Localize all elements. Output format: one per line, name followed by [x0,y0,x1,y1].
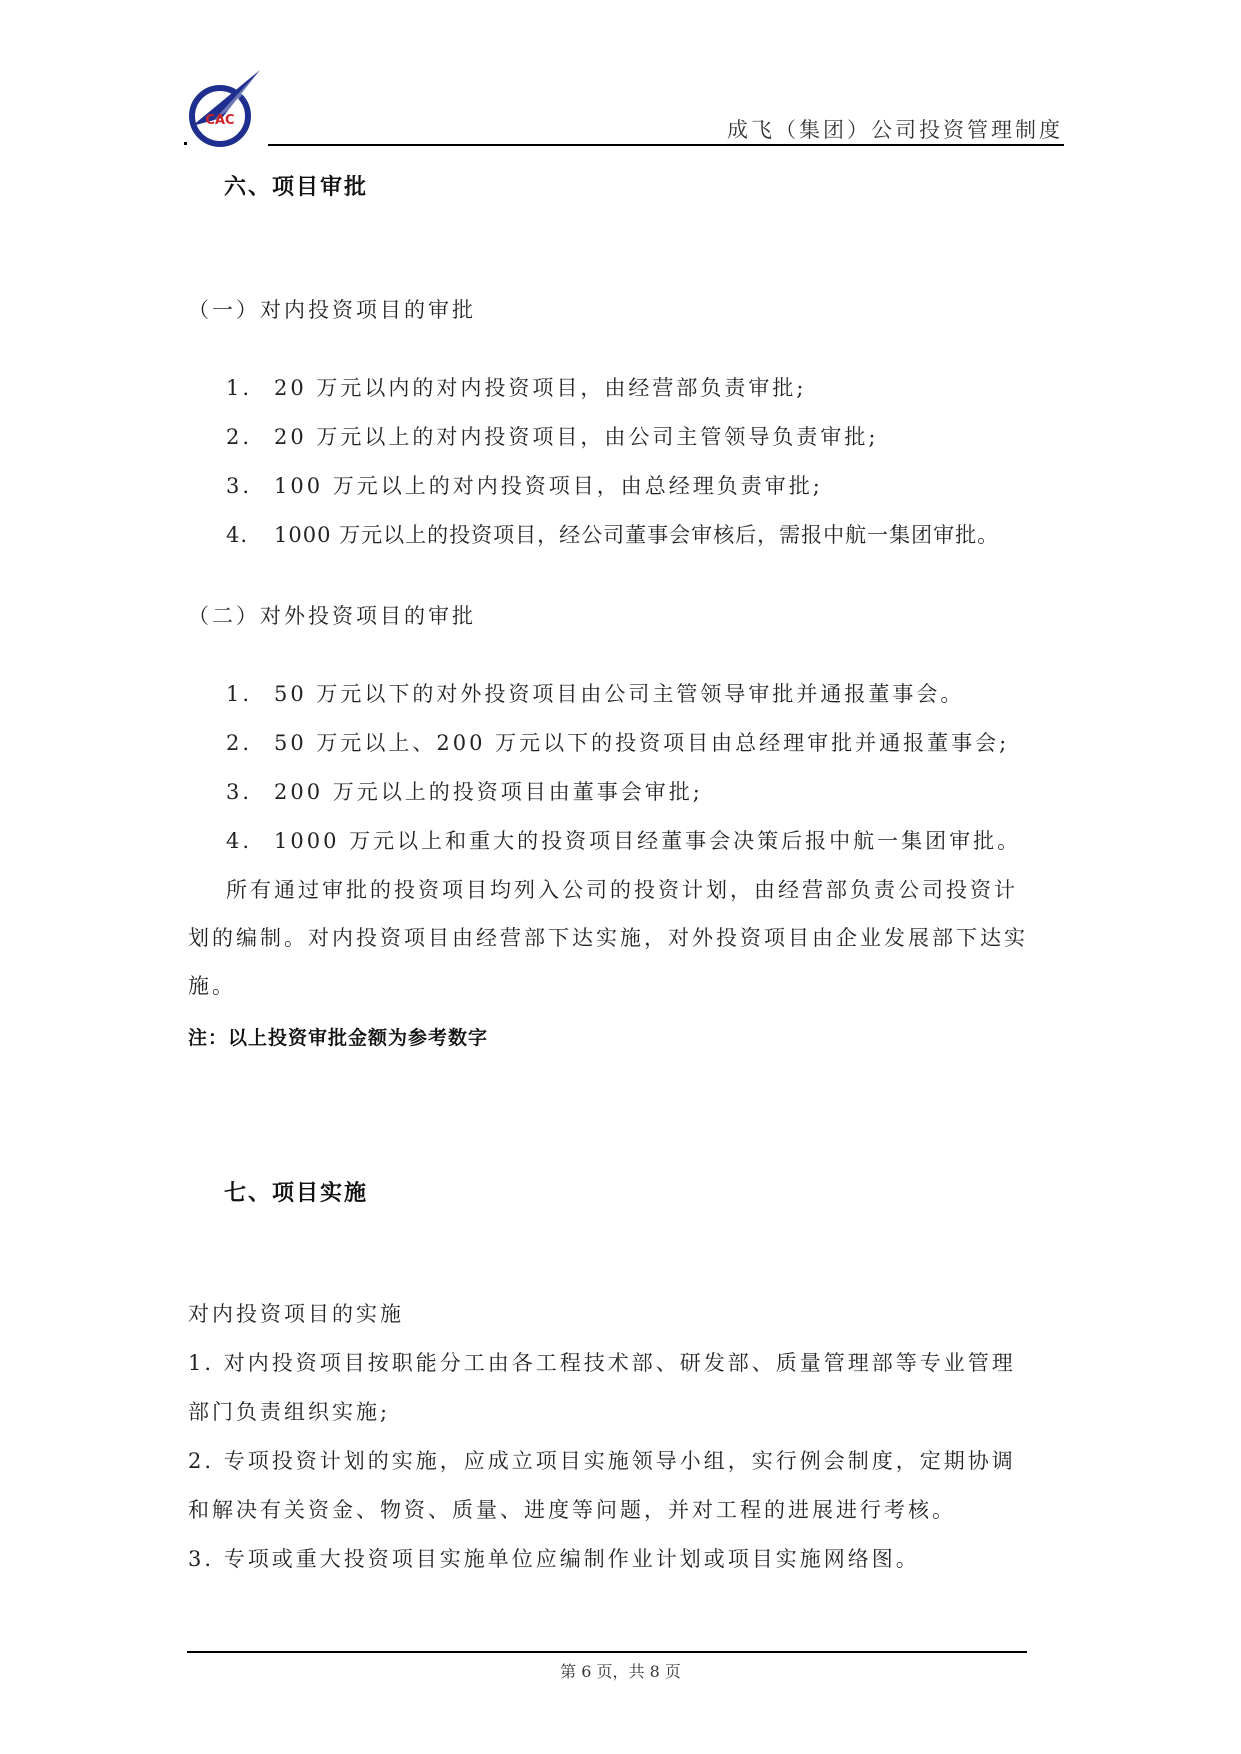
sub1-item-1-num: 1. [226,376,253,400]
sub1-item-2 [226,421,878,451]
sub1-item-2-num: 2. [226,425,253,449]
sub1-item-1-text: 20 万元以内的对内投资项目，由经营部负责审批; [274,376,807,400]
section7-heading: 七、项目实施 [224,1181,369,1206]
section7-line-5: 3. 专项或重大投资项目实施单位应编制作业计划或项目实施网络图。 [188,1547,920,1571]
sub1-item-4-num: 4. [226,523,249,547]
sub2-item-4 [226,825,1021,855]
summary-line-1: 所有通过审批的投资项目均列入公司的投资计划，由经营部负责公司投资计 [226,878,1018,902]
sub2-item-3-num: 3. [226,780,253,804]
summary-line-3: 施。 [188,974,236,998]
company-logo [182,66,268,150]
sub2-item-1-text: 50 万元以下的对外投资项目由公司主管领导审批并通报董事会。 [274,682,965,706]
section7-line-2: 部门负责组织实施; [188,1400,391,1424]
sub2-item-4-text: 1000 万元以上和重大的投资项目经董事会决策后报中航一集团审批。 [274,829,1022,853]
sub1-item-3 [226,470,823,500]
approval-note: 注：以上投资审批金额为参考数字 [188,1027,489,1049]
section6-sub1-title: （一）对内投资项目的审批 [188,298,476,322]
header-title: 成飞（集团）公司投资管理制度 [727,118,1063,142]
sub2-item-3 [226,776,703,806]
sub1-item-3-num: 3. [226,474,253,498]
section7-line-4: 和解决有关资金、物资、质量、进度等问题，并对工程的进展进行考核。 [188,1498,956,1522]
sub2-item-1-num: 1. [226,682,253,706]
header-rule [268,144,1064,146]
summary-line-2: 划的编制。对内投资项目由经营部下达实施，对外投资项目由企业发展部下达实 [188,926,1028,950]
sub1-item-4-text: 1000 万元以上的投资项目，经公司董事会审核后，需报中航一集团审批。 [274,523,1000,547]
section6-sub2-title: （二）对外投资项目的审批 [188,604,476,628]
sub1-item-3-text: 100 万元以上的对内投资项目，由总经理负责审批; [274,474,823,498]
logo-text: CAC [205,113,235,128]
sub2-item-2 [226,727,1009,757]
section6-heading: 六、项目审批 [224,175,369,200]
sub2-item-2-num: 2. [226,731,253,755]
section7-line-1: 1. 对内投资项目按职能分工由各工程技术部、研发部、质量管理部等专业管理 [188,1351,1016,1375]
sub2-item-1 [226,678,964,708]
sub2-item-3-text: 200 万元以上的投资项目由董事会审批; [274,780,703,804]
section7-line-3: 2. 专项投资计划的实施，应成立项目实施领导小组，实行例会制度，定期协调 [188,1449,1016,1473]
section7-sub-title: 对内投资项目的实施 [188,1302,404,1326]
sub2-item-4-num: 4. [226,829,253,853]
sub1-item-2-text: 20 万元以上的对内投资项目，由公司主管领导负责审批; [274,425,879,449]
sub1-item-4 [226,519,999,549]
header-dot [184,142,187,145]
page-number: 第 6 页，共 8 页 [560,1662,681,1681]
sub1-item-1 [226,372,806,402]
sub2-item-2-text: 50 万元以上、200 万元以下的投资项目由总经理审批并通报董事会; [274,731,1010,755]
footer-rule [187,1651,1027,1653]
